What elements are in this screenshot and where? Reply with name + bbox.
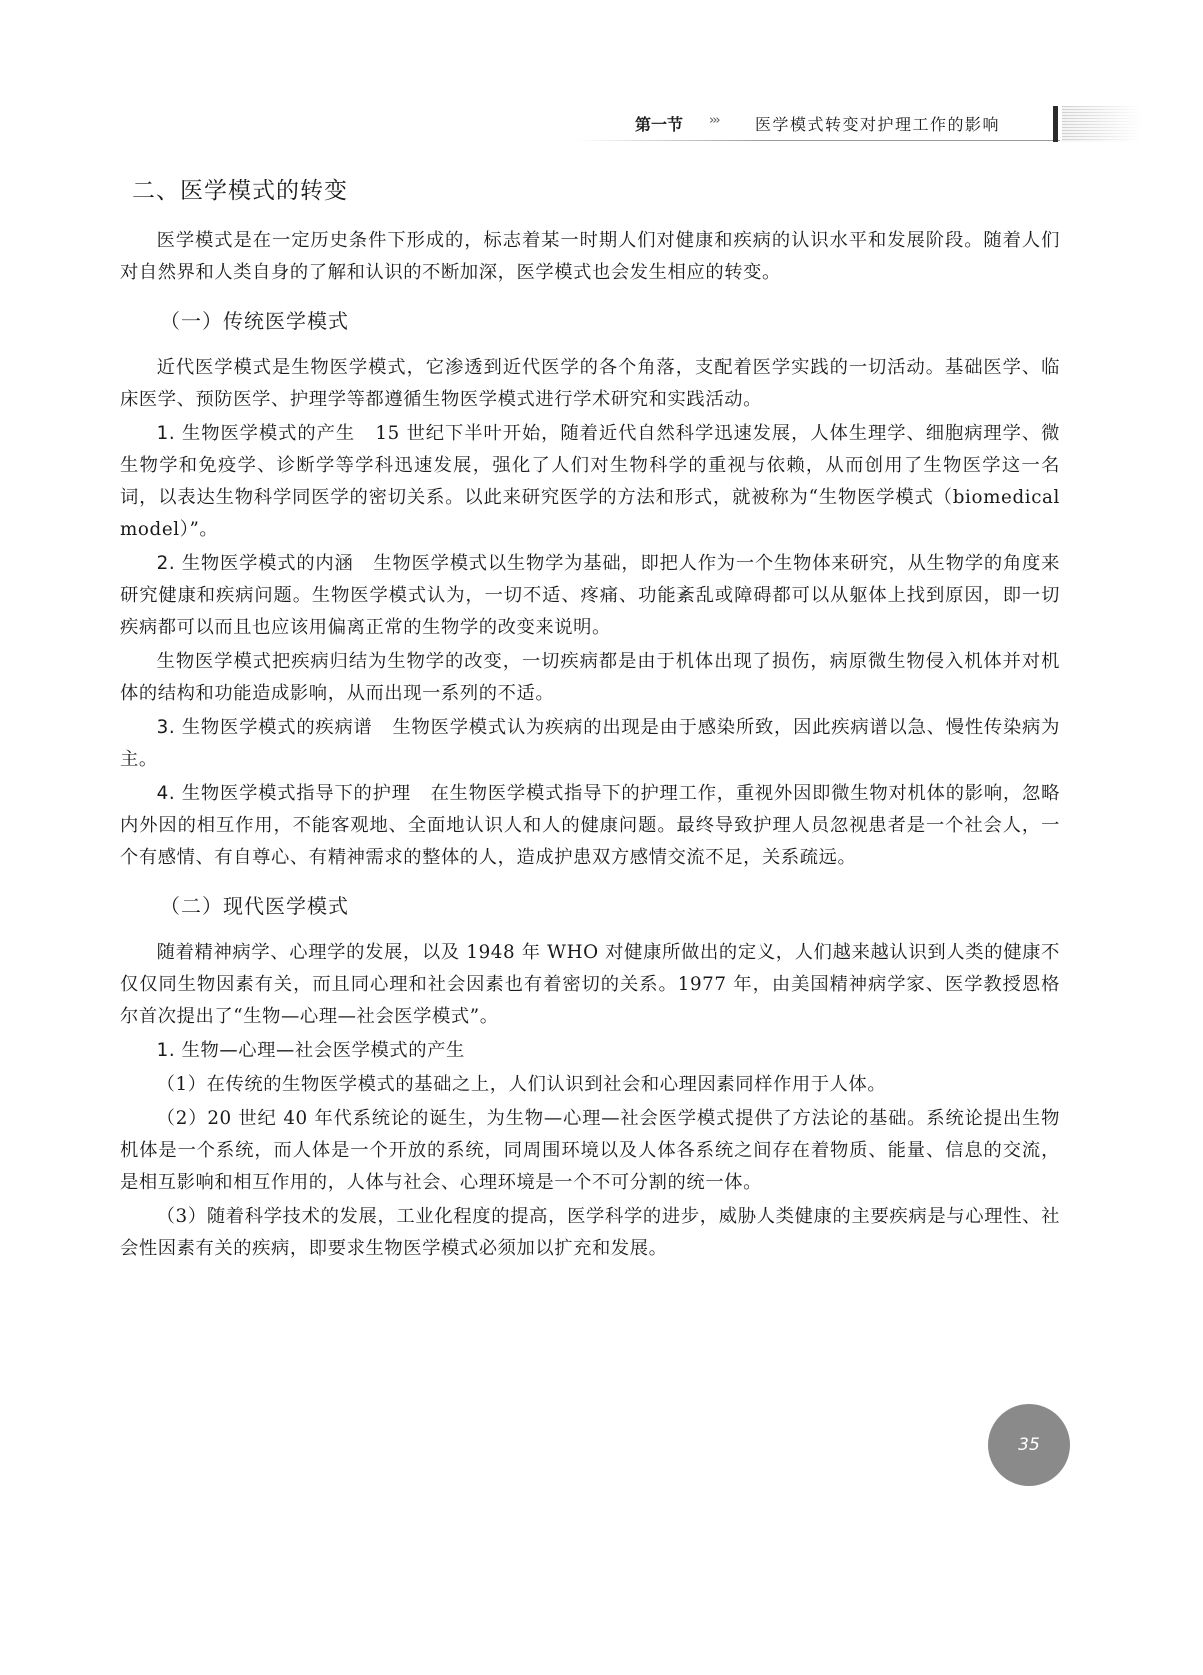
paragraph: 近代医学模式是生物医学模式，它渗透到近代医学的各个角落，支配着医学实践的一切活动。基础医学、临床医学、预防医学、护理学等都遵循生物医学模式进行学术研究和实践活动。 <box>120 357 1060 410</box>
header-bar <box>1053 106 1058 142</box>
paragraph-text: 生物医学模式认为疾病的出现是由于感染所致，因此疾病谱以急、慢性传染病为主。 <box>120 717 1061 770</box>
paragraph-lead: 4. 生物医学模式指导下的护理 <box>156 783 411 804</box>
paragraph-lead: 1. 生物医学模式的产生 <box>156 423 356 444</box>
paragraph <box>120 418 1060 546</box>
running-header <box>575 104 1135 144</box>
header-arrows-icon: ››› <box>709 113 719 128</box>
paragraph-text: 在生物医学模式指导下的护理工作，重视外因即微生物对机体的影响，忽略内外因的相互作用，不能客观地、全面地认识人和人的健康问题。最终导致护理人员忽视患者是一个社会人，一个有感情、有自尊心、有精神需求的整体的人，造成护患双方感情交流不足，关系疏远。 <box>120 783 1060 868</box>
paragraph-text: 15 世纪下半叶开始，随着近代自然科学迅速发展，人体生理学、细胞病理学、微生物学和免疫学、诊断学等学科迅速发展，强化了人们对生物科学的重视与依赖，从而创用了生物医学这一名词，以表达生物科学同医学的密切关系。以此来研究医学的方法和形式，就被称为“生物医学模式（biomedical model）”。 <box>120 423 1061 540</box>
paragraph <box>120 548 1060 644</box>
section-heading: 二、医学模式的转变 <box>132 178 348 204</box>
paragraph-lead: 2. 生物医学模式的内涵 <box>156 553 354 574</box>
subheading-modern: （二）现代医学模式 <box>160 894 349 918</box>
paragraph-lead: 3. 生物医学模式的疾病谱 <box>156 717 373 738</box>
paragraph-text: 生物医学模式以生物学为基础，即把人作为一个生物体来研究，从生物学的角度来研究健康和疾病问题。生物医学模式认为，一切不适、疼痛、功能紊乱或障碍都可以从躯体上找到原因，即一切疾病都可以而且也应该用偏离正常的生物学的改变来说明。 <box>120 553 1061 638</box>
paragraph <box>120 778 1060 874</box>
header-decoration <box>1062 106 1142 142</box>
paragraph: 1. 生物—心理—社会医学模式的产生 <box>156 1040 465 1061</box>
header-rule <box>575 140 1060 141</box>
paragraph: （1）在传统的生物医学模式的基础之上，人们认识到社会和心理因素同样作用于人体。 <box>156 1074 887 1095</box>
paragraph: 生物医学模式把疾病归结为生物学的改变，一切疾病都是由于机体出现了损伤，病原微生物侵入机体并对机体的结构和功能造成影响，从而出现一系列的不适。 <box>120 651 1060 704</box>
header-section-label: 第一节 <box>635 115 684 134</box>
intro-paragraph: 医学模式是在一定历史条件下形成的，标志着某一时期人们对健康和疾病的认识水平和发展阶段。随着人们对自然界和人类自身的了解和认识的不断加深，医学模式也会发生相应的转变。 <box>120 230 1060 283</box>
page-number: 35 <box>988 1404 1070 1486</box>
paragraph: （2）20 世纪 40 年代系统论的诞生，为生物—心理—社会医学模式提供了方法论的基础。系统论提出生物机体是一个系统，而人体是一个开放的系统，同周围环境以及人体各系统之间存在着物质、能量、信息的交流，是相互影响和相互作用的，人体与社会、心理环境是一个不可分割的统一体。 <box>120 1108 1060 1193</box>
paragraph <box>120 712 1060 776</box>
page-body <box>120 160 1060 1267</box>
header-chapter-title: 医学模式转变对护理工作的影响 <box>755 115 1001 134</box>
subheading-traditional: （一）传统医学模式 <box>160 309 349 333</box>
paragraph: 随着精神病学、心理学的发展，以及 1948 年 WHO 对健康所做出的定义，人们越来越认识到人类的健康不仅仅同生物因素有关，而且同心理和社会因素也有着密切的关系。1977 年，由美国精神病学家、医学教授恩格尔首次提出了“生物—心理—社会医学模式”。 <box>120 942 1060 1027</box>
paragraph: （3）随着科学技术的发展，工业化程度的提高，医学科学的进步，威胁人类健康的主要疾病是与心理性、社会性因素有关的疾病，即要求生物医学模式必须加以扩充和发展。 <box>120 1206 1060 1259</box>
